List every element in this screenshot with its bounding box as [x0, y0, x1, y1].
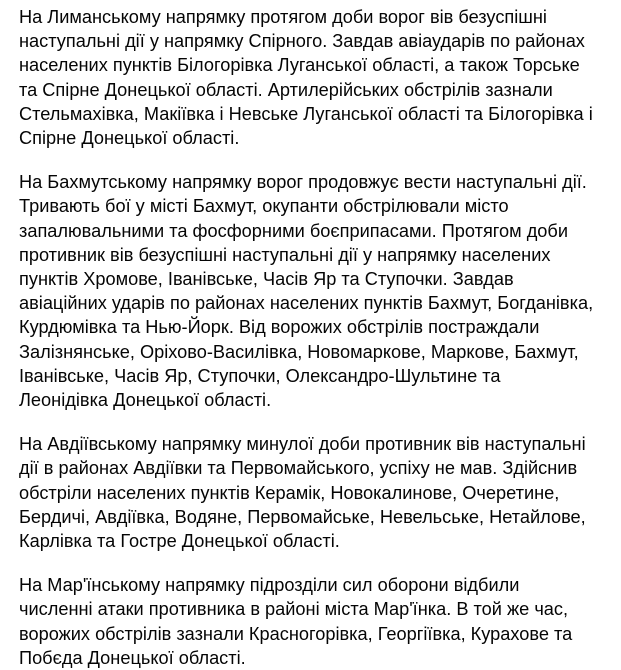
paragraph-avdiivka-direction: На Авдіївському напрямку минулої доби противник вів наступальні дії в районах Авдіївки та Первомайського, успіху не мав. Здійснив обстріли населених пунктів Керамік, Новокалинове, Очеретине, Бердичі, Авдіївка, Водяне, Первомайське, Невельське, Нетайлове, Карлівка та Гостре Донецької області.	[19, 434, 586, 552]
paragraph-lyman-direction: На Лиманському напрямку протягом доби ворог вів безуспішні наступальні дії у напрямку Спірного. Завдав авіаударів по районах населених пунктів Білогорівка Луганської області, а також Торське та Спірне Донецької області. Артилерійських обстрілів зазнали Стельмахівка, Макіївка і Невське Луганської області та Білогорівка і Спірне Донецької області.	[19, 7, 593, 149]
paragraph-marinka-direction: На Мар'їнському напрямку підрозділи сил оборони відбили численні атаки противника в районі міста Мар'їнка. В той же час, ворожих обстрілів зазнали Красногорівка, Георгіївка, Курахове та Побєда Донецької області.	[19, 575, 573, 668]
paragraph-bakhmut-direction: На Бахмутському напрямку ворог продовжує вести наступальні дії. Тривають бої у місті Бахмут, окупанти обстрілювали місто запалювальними та фосфорними боєприпасами. Протягом доби противник вів безуспішні наступальні дії у напрямку населених пунктів Хромове, Іванівське, Часів Яр та Ступочки. Завдав авіаційних ударів по районах населених пунктів Бахмут, Богданівка, Курдюмівка та Нью-Йорк. Від ворожих обстрілів постраждали Залізнянське, Оріхово-Василівка, Новомаркове, Маркове, Бахмут, Іванівське, Часів Яр, Ступочки, Олександро-Шультине та Леонідівка Донецької області.	[19, 172, 594, 411]
